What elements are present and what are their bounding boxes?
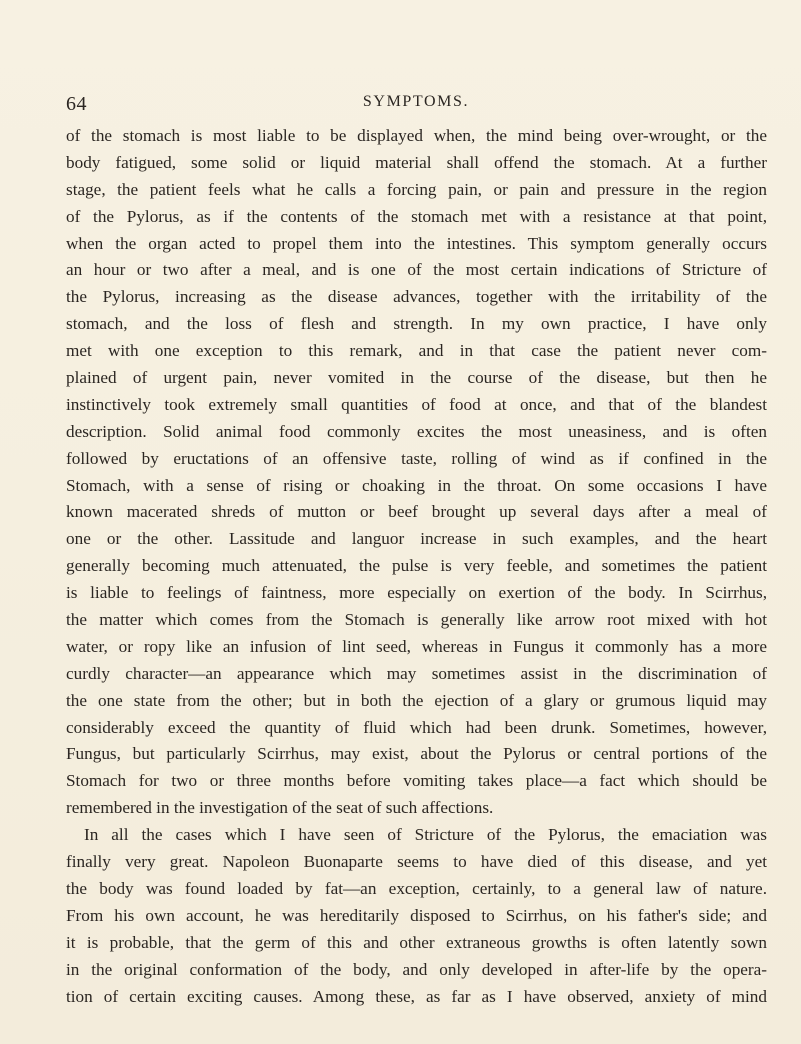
text-line: Stomach for two or three months before vomiting takes place—a fact which should be (66, 771, 767, 791)
text-line: description. Solid animal food commonly excites the most uneasiness, and is often (66, 421, 767, 441)
text-line: the Pylorus, increasing as the disease advances, together with the irritability of the (66, 287, 767, 307)
text-line: is liable to feelings of faintness, more especially on exertion of the body. In Scirrhus, (66, 583, 767, 603)
text-line: one or the other. Lassitude and languor increase in such examples, and the heart (66, 529, 767, 549)
text-line: the body was found loaded by fat—an exception, certainly, to a general law of nature. (66, 878, 767, 898)
text-line: stage, the patient feels what he calls a forcing pain, or pain and pressure in the region (66, 179, 767, 199)
text-line: finally very great. Napoleon Buonaparte seems to have died of this disease, and yet (66, 852, 767, 872)
text-line: considerably exceed the quantity of fluid which had been drunk. Sometimes, however, (66, 717, 767, 737)
text-line: tion of certain exciting causes. Among these, as far as I have observed, anxiety of mind (66, 986, 767, 1006)
text-line: From his own account, he was hereditarily disposed to Scirrhus, on his father's side; and (66, 905, 767, 925)
text-line: curdly character—an appearance which may sometimes assist in the discrimination of (66, 663, 767, 683)
body-text (66, 123, 767, 1010)
text-line: plained of urgent pain, never vomited in the course of the disease, but then he (66, 368, 767, 388)
text-line: met with one exception to this remark, and in that case the patient never com- (66, 341, 767, 361)
text-line: the one state from the other; but in both the ejection of a glary or grumous liquid may (66, 690, 767, 710)
text-line: stomach, and the loss of flesh and strength. In my own practice, I have only (66, 314, 767, 334)
text-line: an hour or two after a meal, and is one of the most certain indications of Stricture of (66, 260, 767, 280)
page-header-title: SYMPTOMS. (362, 93, 470, 110)
text-line: when the organ acted to propel them into the intestines. This symptom generally occurs (66, 233, 767, 253)
text-line: of the Pylorus, as if the contents of the stomach met with a resistance at that point, (66, 206, 767, 226)
text-line: followed by eructations of an offensive taste, rolling of wind as if confined in the (66, 448, 767, 468)
running-head (66, 93, 766, 117)
paragraph-start-line: In all the cases which I have seen of Stricture of the Pylorus, the emaciation was (84, 825, 767, 845)
text-line: water, or ropy like an infusion of lint seed, whereas in Fungus it commonly has a more (66, 636, 767, 656)
text-line: the matter which comes from the Stomach is generally like arrow root mixed with hot (66, 610, 767, 630)
text-line: in the original conformation of the body, and only developed in after-life by the opera- (66, 959, 767, 979)
text-line: generally becoming much attenuated, the pulse is very feeble, and sometimes the patient (66, 556, 767, 576)
text-line: it is probable, that the germ of this and other extraneous growths is often latently sown (66, 932, 767, 952)
text-line: Fungus, but particularly Scirrhus, may exist, about the Pylorus or central portions of the (66, 744, 767, 764)
text-line: of the stomach is most liable to be displayed when, the mind being over-wrought, or the (66, 126, 767, 145)
text-line: instinctively took extremely small quantities of food at once, and that of the blandest (66, 394, 767, 414)
page-number: 64 (66, 93, 87, 115)
text-line: Stomach, with a sense of rising or choaking in the throat. On some occasions I have (66, 475, 767, 495)
text-line: known macerated shreds of mutton or beef brought up several days after a meal of (66, 502, 767, 522)
text-line: body fatigued, some solid or liquid material shall offend the stomach. At a further (66, 152, 767, 172)
paragraph-end-line: remembered in the investigation of the seat of such affections. (66, 798, 494, 818)
